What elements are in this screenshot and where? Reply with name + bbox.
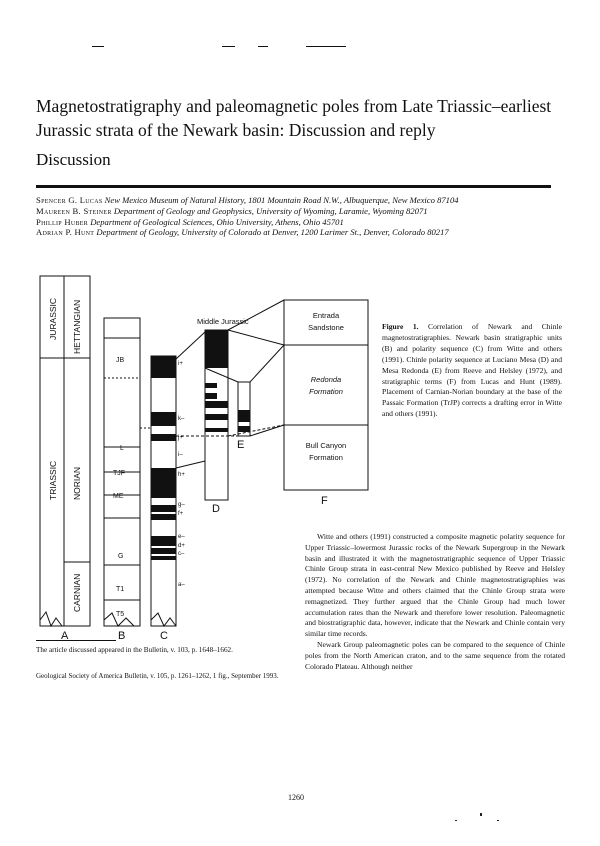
- polarity-band-normal: [238, 426, 250, 432]
- label-bull-canyon: Bull Canyon: [305, 441, 347, 450]
- correlation-line: [250, 345, 284, 382]
- author-affiliation: Department of Geology, University of Colorado at Denver, 1200 Larimer St., Denver, Colorado 80217: [96, 227, 449, 238]
- polarity-band-normal: [151, 468, 176, 498]
- label-f-plus: f+: [178, 511, 184, 517]
- page-number: 1260: [288, 793, 304, 802]
- polarity-band-normal: [151, 556, 176, 560]
- body-paragraph: Witte and others (1991) constructed a composite magnetic polarity sequence for Upper Triassic–lowermost Jurassic rocks of the Newark Supergroup in the Newark basin and illustrated it with the magnetostratigraphic sequence of Upper Triassic Chinle Group strata in east-central New Mexico published by Reeve and Helsley (1972). No correlation of the Newark and Chinle magnetostratigraphies was attempted because Witte and others claimed that the Chinle Group strata were remagnetized. They further argued that the Chinle Group had much lower accumulation rates than the Newark and therefore lower resolution. Paleomagnetic and biostratigraphic data, however, indicate that the Newark and Chinle contain very similar time records.: [305, 532, 565, 639]
- label-l: L: [120, 445, 124, 452]
- label-c-minus: c–: [178, 551, 185, 557]
- label-entrada: Entrada: [312, 311, 340, 320]
- column-a-break: [40, 612, 62, 626]
- label-j-plus: j+: [178, 435, 183, 441]
- body-paragraph: Newark Group paleomagnetic poles can be compared to the sequence of Chinle poles from the North American craton, and to the same sequence from the rotated Colorado Plateau. Although neither: [305, 639, 565, 671]
- label-redonda-formation: Formation: [309, 387, 343, 396]
- label-k-minus: k–: [178, 416, 185, 422]
- header-rule-1: [92, 46, 104, 47]
- polarity-band-normal: [151, 505, 176, 512]
- column-letter-c: C: [160, 630, 168, 640]
- label-hettangian: HETTANGIAN: [72, 299, 82, 354]
- author-entry: [36, 217, 586, 228]
- header-rule-2: [222, 46, 235, 47]
- label-e-minus: e–: [178, 534, 185, 540]
- author-name: Maureen B. Steiner: [36, 205, 112, 216]
- polarity-band-normal: [205, 414, 228, 420]
- label-redonda: Redonda: [310, 375, 342, 384]
- label-triassic: TRIASSIC: [48, 460, 58, 500]
- author-entry: [36, 227, 586, 238]
- polarity-band-normal: [238, 410, 250, 422]
- article-subtitle: Discussion: [36, 150, 111, 169]
- column-c-break: [151, 613, 176, 626]
- journal-citation: Geological Society of America Bulletin, v. 105, p. 1261–1262, 1 fig., September 1993.: [36, 672, 279, 680]
- column-letter-d: D: [212, 503, 220, 515]
- polarity-band-normal: [151, 536, 176, 546]
- label-i-plus: i+: [178, 361, 183, 367]
- polarity-band-normal: [151, 412, 176, 426]
- footnote: The article discussed appeared in the Bulletin, v. 103, p. 1648–1662.: [36, 646, 233, 654]
- author-name: Adrian P. Hunt: [36, 227, 95, 238]
- label-g-minus: g–: [178, 502, 185, 508]
- author-name: Phillip Huber: [36, 216, 89, 227]
- label-g: G: [118, 553, 124, 560]
- title-divider: [36, 185, 551, 188]
- label-carnian: CARNIAN: [72, 573, 82, 612]
- column-letter-b: B: [118, 630, 126, 640]
- polarity-band-normal: [205, 330, 228, 368]
- author-entry: [36, 206, 586, 217]
- correlation-line: [228, 330, 284, 345]
- label-middle-jurassic: Middle Jurassic: [197, 317, 249, 326]
- label-jb: JB: [116, 357, 125, 364]
- label-a-minus: a–: [178, 582, 185, 588]
- scan-speck: [455, 820, 457, 821]
- label-me: ME: [113, 493, 124, 500]
- column-letter-e: E: [237, 439, 245, 451]
- scan-speck: [480, 813, 482, 816]
- label-t5: T5: [116, 611, 125, 618]
- label-h-plus: h+: [178, 472, 185, 478]
- label-tjf: TJF: [113, 470, 126, 477]
- label-t1: T1: [116, 586, 125, 593]
- author-name: Spencer G. Lucas: [36, 195, 103, 205]
- author-list: [36, 195, 586, 238]
- header-rule-3: [258, 46, 268, 47]
- polarity-band-normal: [151, 514, 176, 520]
- polarity-band-normal: [205, 383, 217, 388]
- figure-caption: [382, 322, 562, 420]
- polarity-band-normal: [205, 393, 217, 399]
- article-title: Magnetostratigraphy and paleomagnetic poles from Late Triassic–earliest Jurassic strata of the Newark basin: Discussion and reply: [36, 96, 552, 140]
- author-entry: [36, 195, 586, 206]
- polarity-band-normal: [205, 401, 228, 408]
- figure-caption-label: Figure 1.: [382, 322, 419, 331]
- author-affiliation: Department of Geology and Geophysics, University of Wyoming, Laramie, Wyoming 82071: [113, 205, 428, 216]
- header-rule-4: [306, 46, 346, 47]
- scan-speck: [497, 820, 499, 821]
- label-d-plus: d+: [178, 543, 185, 549]
- footnote-divider: [36, 640, 116, 641]
- correlation-line: [205, 368, 238, 382]
- correlation-line: [176, 332, 205, 359]
- column-letter-f: F: [321, 495, 328, 507]
- figure-caption-text: Correlation of Newark and Chinle magnetostratigraphies. Newark basin stratigraphic units (B) and polarity sequence (C) from Witte and others (1991). Chinle polarity sequence at Luciano Mesa (D) and Mesa Redonda (E) from Reeve and Helsley (1972), and stratigraphic terms (F) from Lucas and Hunt (1989). Placement of Carnian-Norian boundary at the base of the Passaic Formation (TrJP) corrects a drafting error in Witte and others (1991).: [382, 322, 562, 419]
- author-affiliation: New Mexico Museum of Natural History, 1801 Mountain Road N.W., Albuquerque, New Mexico 87104: [104, 195, 459, 205]
- polarity-band-normal: [151, 548, 176, 554]
- label-i-minus: i–: [178, 452, 183, 458]
- polarity-band-normal: [151, 356, 176, 378]
- label-bull-canyon-formation: Formation: [309, 453, 343, 462]
- label-sandstone: Sandstone: [308, 323, 344, 332]
- author-affiliation: Department of Geological Sciences, Ohio University, Athens, Ohio 45701: [90, 216, 344, 227]
- label-norian: NORIAN: [72, 466, 82, 500]
- correlation-line: [176, 461, 205, 468]
- polarity-band-normal: [151, 434, 176, 441]
- column-letter-a: A: [61, 630, 69, 640]
- polarity-band-normal: [205, 428, 228, 432]
- body-text: [305, 532, 565, 672]
- label-jurassic: JURASSIC: [48, 297, 58, 340]
